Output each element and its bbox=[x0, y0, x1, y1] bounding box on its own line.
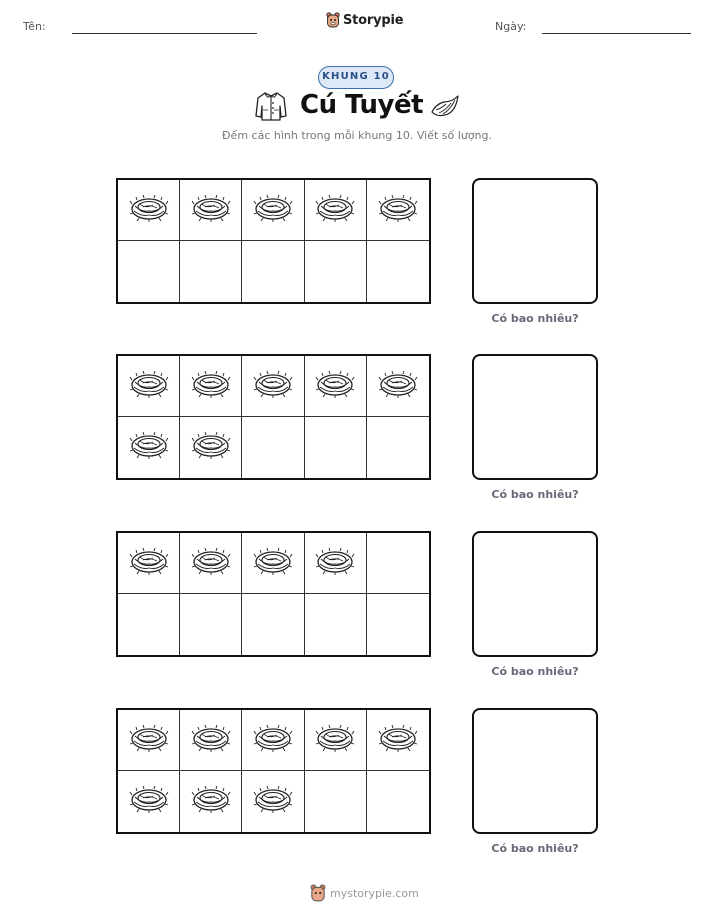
date-input-line[interactable] bbox=[542, 33, 691, 34]
nest-icon bbox=[191, 545, 231, 582]
nest-icon bbox=[129, 783, 169, 820]
nest-icon bbox=[191, 192, 231, 229]
ten-frame-cell bbox=[305, 241, 367, 302]
ten-frame-3 bbox=[116, 531, 431, 657]
ten-frame-cell bbox=[367, 241, 429, 302]
ten-frame-cell bbox=[242, 356, 304, 417]
ten-frame-cell bbox=[305, 417, 367, 478]
date-label: Ngày: bbox=[495, 20, 527, 33]
ten-frame-cell bbox=[242, 594, 304, 655]
ten-frame-cell bbox=[180, 710, 242, 771]
nest-icon bbox=[129, 722, 169, 759]
brand-name: Storypie bbox=[343, 12, 404, 28]
storypie-mascot-icon bbox=[326, 12, 340, 28]
ten-frame-cell bbox=[242, 241, 304, 302]
ten-frame-cell bbox=[242, 771, 304, 832]
ten-frame-cell bbox=[180, 241, 242, 302]
ten-frame-cell bbox=[118, 594, 180, 655]
name-input-line[interactable] bbox=[72, 33, 257, 34]
nest-icon bbox=[315, 722, 355, 759]
worksheet-type-badge: KHUNG 10 bbox=[318, 66, 394, 89]
nest-icon bbox=[253, 722, 293, 759]
ten-frame-cell bbox=[367, 533, 429, 594]
ten-frame-cell bbox=[242, 180, 304, 241]
ten-frame-cell bbox=[118, 771, 180, 832]
nest-icon bbox=[253, 368, 293, 405]
nest-icon bbox=[378, 722, 418, 759]
ten-frame-cell bbox=[180, 180, 242, 241]
nest-icon bbox=[129, 429, 169, 466]
ten-frame-cell bbox=[367, 180, 429, 241]
ten-frame-cell bbox=[180, 594, 242, 655]
ten-frame-cell bbox=[118, 417, 180, 478]
ten-frame-1 bbox=[116, 178, 431, 304]
nest-icon bbox=[129, 545, 169, 582]
answer-prompt: Có bao nhiêu? bbox=[491, 665, 579, 678]
ten-frame-cell bbox=[305, 771, 367, 832]
storypie-mascot-icon bbox=[310, 884, 326, 902]
nest-icon bbox=[315, 545, 355, 582]
ten-frame-cell bbox=[180, 533, 242, 594]
nest-icon bbox=[378, 192, 418, 229]
nest-icon bbox=[315, 192, 355, 229]
nest-icon bbox=[191, 783, 231, 820]
ten-frame-cell bbox=[118, 533, 180, 594]
ten-frame-cell bbox=[180, 417, 242, 478]
ten-frame-cell bbox=[180, 771, 242, 832]
ten-frame-cell bbox=[305, 533, 367, 594]
footer-url: mystorypie.com bbox=[330, 886, 419, 900]
nest-icon bbox=[191, 368, 231, 405]
name-label: Tên: bbox=[23, 20, 46, 33]
nest-icon bbox=[253, 192, 293, 229]
ten-frame-cell bbox=[367, 594, 429, 655]
wing-icon bbox=[428, 90, 460, 127]
ten-frame-cell bbox=[118, 180, 180, 241]
ten-frame-cell bbox=[242, 533, 304, 594]
ten-frame-4 bbox=[116, 708, 431, 834]
nest-icon bbox=[253, 783, 293, 820]
nest-icon bbox=[129, 192, 169, 229]
answer-prompt: Có bao nhiêu? bbox=[491, 312, 579, 325]
answer-prompt: Có bao nhiêu? bbox=[491, 842, 579, 855]
ten-frame-2 bbox=[116, 354, 431, 480]
ten-frame-cell bbox=[242, 417, 304, 478]
answer-box-2[interactable] bbox=[472, 354, 598, 480]
nest-icon bbox=[191, 722, 231, 759]
answer-box-4[interactable] bbox=[472, 708, 598, 834]
ten-frame-cell bbox=[242, 710, 304, 771]
ten-frame-cell bbox=[180, 356, 242, 417]
ten-frame-cell bbox=[305, 180, 367, 241]
instructions: Đếm các hình trong mỗi khung 10. Viết số lượng. bbox=[222, 129, 492, 142]
ten-frame-cell bbox=[305, 594, 367, 655]
page-title: Cú Tuyết bbox=[300, 90, 424, 120]
nest-icon bbox=[253, 545, 293, 582]
brand-logo bbox=[326, 12, 403, 28]
ten-frame-cell bbox=[305, 710, 367, 771]
ten-frame-cell bbox=[118, 356, 180, 417]
ten-frame-cell bbox=[118, 241, 180, 302]
ten-frame-cell bbox=[367, 771, 429, 832]
answer-box-3[interactable] bbox=[472, 531, 598, 657]
answer-prompt: Có bao nhiêu? bbox=[491, 488, 579, 501]
footer bbox=[310, 884, 419, 902]
nest-icon bbox=[191, 429, 231, 466]
answer-box-1[interactable] bbox=[472, 178, 598, 304]
ten-frame-cell bbox=[118, 710, 180, 771]
nest-icon bbox=[315, 368, 355, 405]
ten-frame-cell bbox=[367, 710, 429, 771]
nest-icon bbox=[378, 368, 418, 405]
nest-icon bbox=[129, 368, 169, 405]
ten-frame-cell bbox=[367, 417, 429, 478]
ten-frame-cell bbox=[367, 356, 429, 417]
jacket-icon bbox=[254, 90, 288, 127]
ten-frame-cell bbox=[305, 356, 367, 417]
